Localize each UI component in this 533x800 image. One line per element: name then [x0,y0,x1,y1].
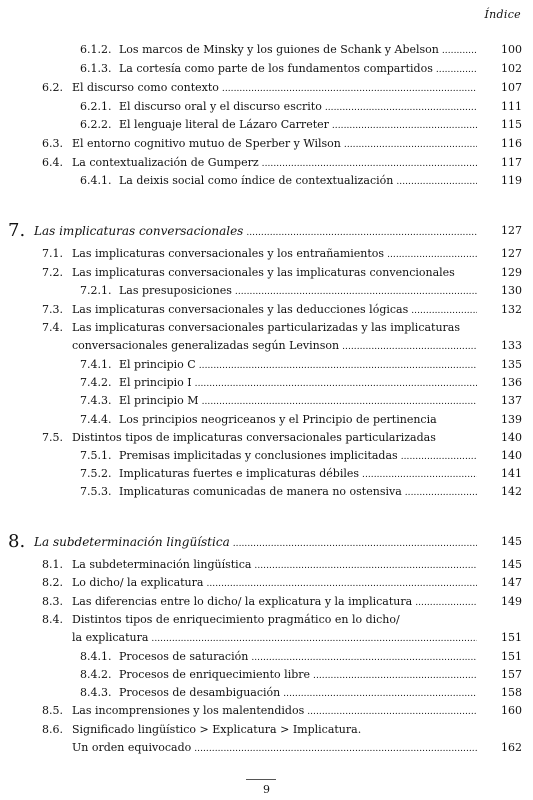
entry-title: Los marcos de Minsky y los guiones de Schank y Abelson [119,43,439,56]
entry-page: 162 [501,741,522,754]
entry-title: Implicaturas comunicadas de manera no ostensiva [119,485,402,498]
entry-number: 7.2.1. [80,284,112,297]
entry-page: 149 [501,595,522,608]
entry-number: 6.1.2. [80,43,112,56]
entry-number: 8.4.2. [80,668,112,681]
dot-leader [411,302,477,319]
toc-entry[interactable] [0,375,533,391]
entry-title: Significado lingüístico > Explicatura > Implicatura. [72,723,362,736]
dot-leader [199,357,477,374]
entry-number: 7.4.3. [80,394,112,407]
entry-number: 6.2. [42,81,63,94]
entry-page: 145 [501,558,522,571]
toc-entry[interactable] [0,173,533,189]
entry-page: 127 [501,247,522,260]
toc-entry[interactable] [0,575,533,591]
entry-number: 7.3. [42,303,63,316]
entry-page: 139 [501,413,522,426]
entry-number: 7.5.3. [80,485,112,498]
toc-entry[interactable] [0,99,533,115]
entry-page: 151 [501,631,522,644]
dot-leader [194,740,477,757]
entry-number: 8.4. [42,613,63,626]
toc-entry[interactable] [0,594,533,610]
chapter-page: 127 [501,224,522,237]
running-header: Índice [484,8,521,21]
dot-leader [342,338,477,355]
entry-page: 115 [501,118,522,131]
entry-title: El lenguaje literal de Lázaro Carreter [119,118,329,131]
entry-title-continuation: conversacionales generalizadas según Levinson [72,339,340,352]
chapter-page: 145 [501,535,522,548]
entry-title: Distintos tipos de implicaturas conversacionales particularizadas [72,431,436,444]
entry-number: 7.4.4. [80,413,112,426]
entry-number: 8.4.3. [80,686,112,699]
dot-leader [325,99,477,116]
toc-entry[interactable] [0,685,533,701]
entry-title: La deixis social como índice de contextualización [119,174,394,187]
entry-number: 6.2.1. [80,100,112,113]
entry-number: 8.1. [42,558,63,571]
entry-page: 130 [501,284,522,297]
toc-entry[interactable] [0,393,533,409]
entry-title: La subdeterminación lingüística [72,558,252,571]
footer-rule [246,779,276,780]
toc-entry[interactable] [0,557,533,573]
entry-title: El discurso como contexto [72,81,219,94]
entry-number: 8.2. [42,576,63,589]
entry-page: 102 [501,62,522,75]
entry-title: Las presuposiciones [119,284,232,297]
dot-leader [307,703,477,720]
toc-entry[interactable] [0,117,533,133]
entry-number: 6.3. [42,137,63,150]
toc-entry[interactable] [0,246,533,262]
chapter-heading[interactable] [0,219,533,243]
entry-title: La cortesía como parte de los fundamentos compartidos [119,62,433,75]
entry-title: Procesos de desambiguación [119,686,281,699]
entry-page: 157 [501,668,522,681]
entry-number: 7.2. [42,266,63,279]
entry-page: 142 [501,485,522,498]
entry-number: 7.1. [42,247,63,260]
entry-title: Distintos tipos de enriquecimiento pragmático en lo dicho/ [72,613,400,626]
dot-leader [254,557,477,574]
entry-page: 107 [501,81,522,94]
entry-title: Las implicaturas conversacionales y las implicaturas convencionales [72,266,455,279]
toc-entry[interactable] [0,667,533,683]
toc-entry-line2[interactable] [0,338,533,354]
dot-leader [401,448,477,465]
entry-page: 133 [501,339,522,352]
toc-entry[interactable] [0,61,533,77]
toc-entry-line1[interactable] [0,320,533,336]
entry-title: Procesos de enriquecimiento libre [119,668,311,681]
dot-leader [387,246,477,263]
entry-page: 119 [501,174,522,187]
entry-page: 117 [501,156,522,169]
chapter-title: Las implicaturas conversacionales [34,224,244,238]
entry-number: 7.4.2. [80,376,112,389]
page-number: 9 [263,783,270,796]
toc-entry[interactable] [0,412,533,428]
entry-page: 140 [501,449,522,462]
toc-entry[interactable] [0,80,533,96]
entry-title-continuation: la explicatura [72,631,149,644]
entry-title: Implicaturas fuertes e implicaturas débiles [119,467,360,480]
entry-number: 8.5. [42,704,63,717]
dot-leader [442,42,477,59]
entry-page: 136 [501,376,522,389]
toc-entry[interactable] [0,283,533,299]
toc-entry[interactable] [0,484,533,500]
entry-title: El entorno cognitivo mutuo de Sperber y Wilson [72,137,341,150]
entry-number: 6.4. [42,156,63,169]
chapter-number: 7. [8,220,26,241]
entry-title: Las incomprensiones y los malentendidos [72,704,305,717]
entry-number: 7.4. [42,321,63,334]
entry-page: 151 [501,650,522,663]
toc-entry[interactable] [0,42,533,58]
entry-number: 7.5.2. [80,467,112,480]
entry-page: 129 [501,266,522,279]
entry-title: Procesos de saturación [119,650,249,663]
toc-entry[interactable] [0,430,533,446]
toc-entry[interactable] [0,703,533,719]
toc-entry[interactable] [0,649,533,665]
dot-leader [332,117,477,134]
dot-leader [195,375,477,392]
entry-page: 160 [501,704,522,717]
entry-title: Las implicaturas conversacionales particularizadas y las implicaturas [72,321,461,334]
entry-title: La contextualización de Gumperz [72,156,259,169]
entry-page: 141 [501,467,522,480]
dot-leader [396,173,477,190]
entry-title: Lo dicho/ la explicatura [72,576,204,589]
dot-leader [233,531,477,556]
entry-number: 7.5. [42,431,63,444]
toc-entry[interactable] [0,155,533,171]
entry-number: 8.6. [42,723,63,736]
chapter-number: 8. [8,531,26,552]
toc-entry[interactable] [0,302,533,318]
entry-page: 140 [501,431,522,444]
entry-title: Premisas implicitadas y conclusiones implicitadas [119,449,398,462]
dot-leader [222,80,477,97]
entry-number: 7.5.1. [80,449,112,462]
entry-number: 8.4.1. [80,650,112,663]
dot-leader [251,649,477,666]
dot-leader [436,61,477,78]
entry-number: 6.1.3. [80,62,112,75]
entry-number: 6.2.2. [80,118,112,131]
toc-entry-line2[interactable] [0,630,533,646]
dot-leader [262,155,477,172]
chapter-title: La subdeterminación lingüística [34,535,230,549]
entry-title: El principio I [119,376,192,389]
dot-leader [202,393,477,410]
entry-title: El discurso oral y el discurso escrito [119,100,322,113]
dot-leader [283,685,477,702]
dot-leader [344,136,477,153]
entry-page: 137 [501,394,522,407]
entry-title: Los principios neogriceanos y el Principio de pertinencia [119,413,437,426]
entry-title: El principio C [119,358,196,371]
entry-title: Las implicaturas conversacionales y las deducciones lógicas [72,303,409,316]
toc-entry[interactable] [0,466,533,482]
dot-leader [362,466,477,483]
toc-entry[interactable] [0,448,533,464]
dot-leader [405,484,477,501]
dot-leader [415,594,477,611]
entry-page: 135 [501,358,522,371]
entry-number: 8.3. [42,595,63,608]
entry-page: 111 [501,100,522,113]
entry-title-continuation: Un orden equivocado [72,741,192,754]
entry-title: Las diferencias entre lo dicho/ la explicatura y la implicatura [72,595,413,608]
dot-leader [206,575,477,592]
entry-page: 116 [501,137,522,150]
entry-title: El principio M [119,394,199,407]
entry-page: 100 [501,43,522,56]
toc-entry[interactable] [0,136,533,152]
toc-entry-line1[interactable] [0,612,533,628]
entry-title: Las implicaturas conversacionales y los entrañamientos [72,247,385,260]
entry-page: 147 [501,576,522,589]
entry-page: 158 [501,686,522,699]
entry-page: 132 [501,303,522,316]
dot-leader [313,667,477,684]
entry-number: 7.4.1. [80,358,112,371]
dot-leader [151,630,477,647]
toc-entry-line1[interactable] [0,722,533,738]
toc-entry[interactable] [0,265,533,281]
toc-entry[interactable] [0,357,533,373]
dot-leader [246,220,477,245]
dot-leader [235,283,477,300]
chapter-heading[interactable] [0,530,533,554]
entry-number: 6.4.1. [80,174,112,187]
toc-entry-line2[interactable] [0,740,533,756]
